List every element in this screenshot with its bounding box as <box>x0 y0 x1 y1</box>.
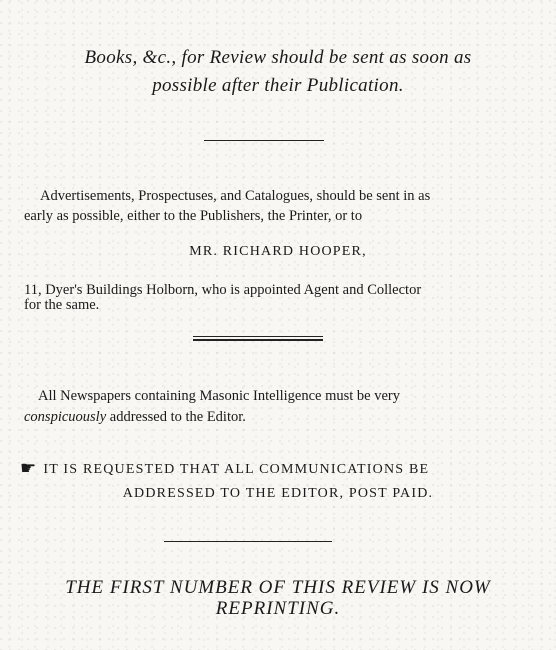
books-notice-text-1: Books, &c., for Review should be sent as soon as <box>84 47 472 68</box>
ads-notice-line-4 <box>24 295 504 315</box>
books-notice-line-2 <box>0 73 556 98</box>
newspapers-notice-text-2: addressed to the Editor. <box>106 409 246 425</box>
divider-rule-2a <box>193 336 323 337</box>
newspapers-emphasis: conspicuously <box>24 409 107 425</box>
pointing-hand-icon: ☛ <box>20 458 38 478</box>
reprint-notice-line-2 <box>0 596 556 621</box>
communications-text-2: ADDRESSED TO THE EDITOR, POST PAID. <box>122 486 434 501</box>
newspapers-notice-line-1 <box>38 386 508 406</box>
ads-notice-line-1 <box>40 186 510 206</box>
ads-notice-text-2: early as possible, either to the Publishers, the Printer, or to <box>24 208 363 224</box>
communications-text-1: IT IS REQUESTED THAT ALL COMMUNICATIONS BE <box>43 462 430 477</box>
newspapers-notice-text-1: All Newspapers containing Masonic Intelligence must be very <box>38 388 400 404</box>
reprint-text-1: THE FIRST NUMBER OF THIS REVIEW IS NOW <box>65 577 491 598</box>
ads-notice-text-4: for the same. <box>24 297 100 313</box>
ads-notice-text-3: 11, Dyer's Buildings Holborn, who is appointed Agent and Collector <box>24 282 422 298</box>
ads-notice-text-1: Advertisements, Prospectuses, and Catalogues, should be sent in as <box>40 188 431 204</box>
ads-notice-line-2 <box>24 206 504 226</box>
ads-contact-name <box>0 242 556 262</box>
communications-notice-line-1 <box>20 458 520 480</box>
books-notice-line-1 <box>0 45 556 70</box>
divider-rule-3 <box>164 541 332 542</box>
communications-notice-line-2 <box>0 484 556 504</box>
divider-rule-1 <box>204 140 324 141</box>
newspapers-notice-line-2 <box>24 407 504 427</box>
reprint-text-2: REPRINTING. <box>215 598 341 619</box>
divider-rule-2b <box>193 339 323 341</box>
contact-name-text: MR. RICHARD HOOPER, <box>189 244 367 259</box>
books-notice-text-2: possible after their Publication. <box>152 75 404 96</box>
